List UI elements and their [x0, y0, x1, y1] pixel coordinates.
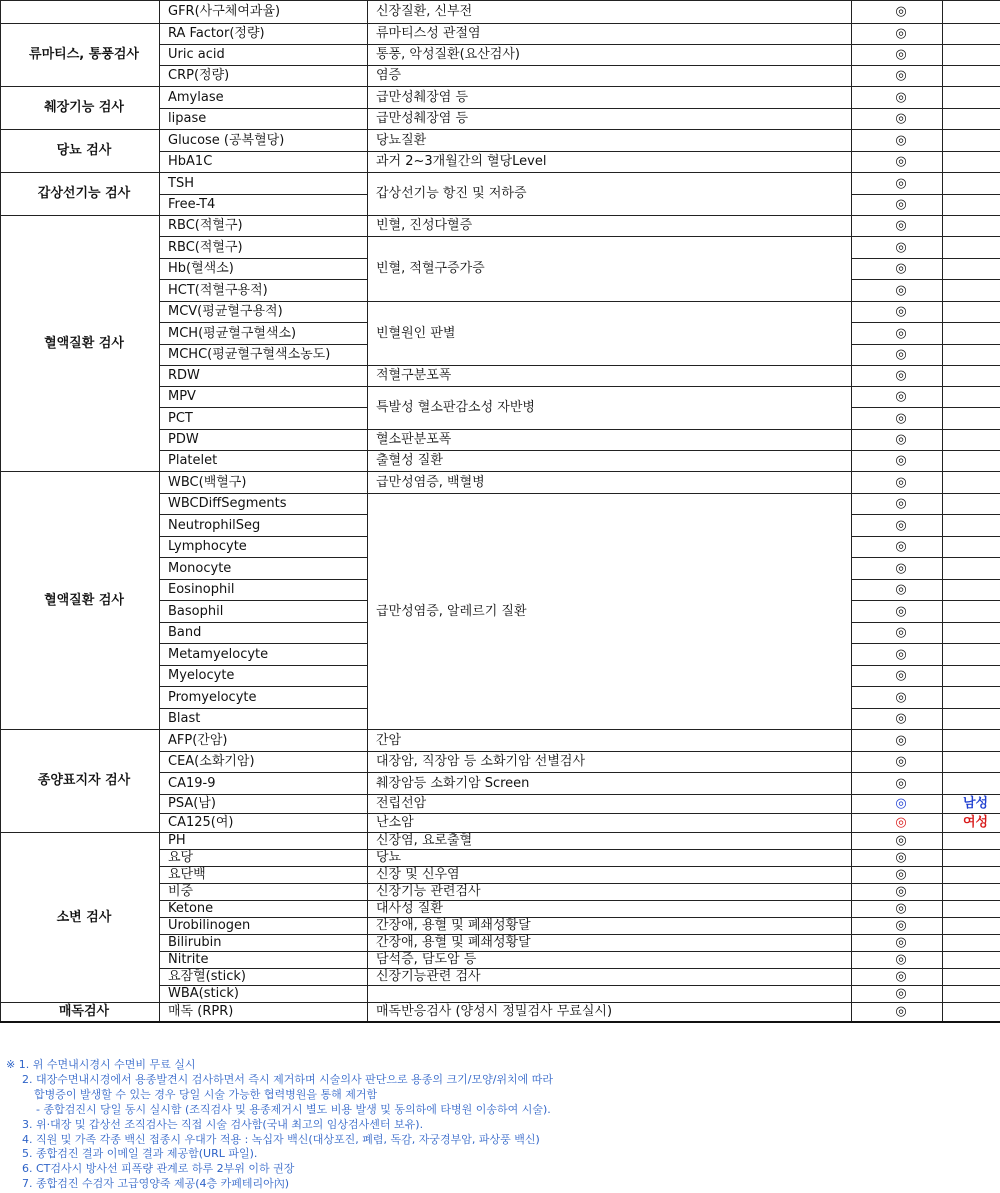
- gender-note-cell: [943, 752, 1000, 773]
- double-circle-icon: ◎: [895, 347, 907, 362]
- gender-note-cell: [943, 323, 1000, 345]
- description-cell: 과거 2~3개월간의 혈당Level: [368, 152, 852, 173]
- test-item-cell: 매독 (RPR): [160, 1003, 368, 1022]
- double-circle-icon: ◎: [895, 325, 907, 341]
- included-mark-cell: [852, 45, 943, 66]
- double-circle-icon: ◎: [895, 304, 907, 319]
- description-cell: 특발성 혈소판감소성 자반병: [368, 387, 852, 430]
- included-mark-cell: [852, 867, 943, 884]
- double-circle-icon: ◎: [895, 833, 907, 848]
- included-mark-cell: [852, 901, 943, 918]
- double-circle-icon: ◎: [895, 935, 907, 950]
- included-mark-cell: [852, 580, 943, 601]
- description-cell: 빈혈원인 판별: [368, 302, 852, 366]
- test-item-cell: CRP(정량): [160, 66, 368, 87]
- category-cell: 혈액질환 검사: [1, 216, 160, 472]
- description-cell: 류마티스성 관절염: [368, 24, 852, 45]
- test-item-cell: WBCDiffSegments: [160, 494, 368, 515]
- included-mark-cell: [852, 1, 943, 24]
- description-cell: 담석증, 담도암 등: [368, 952, 852, 969]
- description-cell: 신장염, 요로출혈: [368, 833, 852, 850]
- included-mark-cell: [852, 494, 943, 515]
- included-mark-cell: [852, 345, 943, 366]
- included-mark-cell: [852, 601, 943, 623]
- test-item-cell: PSA(남): [160, 795, 368, 814]
- included-mark-cell: [852, 850, 943, 867]
- included-mark-cell: [852, 130, 943, 152]
- included-mark-cell: [852, 623, 943, 644]
- category-cell: 소변 검사: [1, 833, 160, 1003]
- double-circle-icon: ◎: [895, 132, 907, 148]
- description-cell: 출혈성 질환: [368, 451, 852, 472]
- note-line-8: 6. CT검사시 방사선 피폭량 관계로 하루 2부위 이하 권장: [22, 1162, 295, 1176]
- double-circle-icon: ◎: [895, 282, 907, 298]
- table-row: [1, 1, 1000, 24]
- description-cell: 매독반응검사 (양성시 정밀검사 무료실시): [368, 1003, 852, 1022]
- included-mark-cell: [852, 323, 943, 345]
- included-mark-cell: [852, 969, 943, 986]
- included-mark-cell: [852, 451, 943, 472]
- gender-note-cell: [943, 687, 1000, 709]
- gender-note-cell: [943, 580, 1000, 601]
- description-cell: 난소암: [368, 814, 852, 833]
- double-circle-icon: ◎: [895, 582, 907, 597]
- table-row: [1, 1003, 1000, 1022]
- description-cell: 갑상선기능 항진 및 저하증: [368, 173, 852, 216]
- double-circle-icon: ◎: [895, 775, 907, 791]
- gender-note-cell: [943, 24, 1000, 45]
- included-mark-cell: [852, 537, 943, 558]
- test-item-cell: NeutrophilSeg: [160, 515, 368, 537]
- double-circle-icon: ◎: [895, 89, 907, 105]
- test-item-cell: Amylase: [160, 87, 368, 109]
- gender-note-cell: [943, 986, 1000, 1003]
- description-cell: 간장애, 용혈 및 폐쇄성황달: [368, 935, 852, 952]
- gender-note-cell: [943, 302, 1000, 323]
- gender-note-cell: [943, 537, 1000, 558]
- included-mark-cell: [852, 1003, 943, 1022]
- included-mark-cell: [852, 216, 943, 237]
- test-item-cell: lipase: [160, 109, 368, 130]
- double-circle-icon: ◎: [895, 26, 907, 41]
- description-cell: 간장애, 용혈 및 폐쇄성황달: [368, 918, 852, 935]
- test-item-cell: Metamyelocyte: [160, 644, 368, 666]
- test-item-cell: Band: [160, 623, 368, 644]
- gender-note-cell: [943, 709, 1000, 730]
- gender-note-cell: [943, 644, 1000, 666]
- gender-note-cell: [943, 109, 1000, 130]
- double-circle-icon: ◎: [895, 261, 907, 276]
- included-mark-cell: [852, 472, 943, 494]
- double-circle-icon: ◎: [895, 68, 907, 83]
- included-mark-cell: [852, 515, 943, 537]
- gender-note-cell: [943, 152, 1000, 173]
- double-circle-icon: ◎: [895, 389, 907, 404]
- double-circle-icon: ◎: [895, 111, 907, 126]
- test-item-cell: Nitrite: [160, 952, 368, 969]
- description-cell: 췌장암등 소화기암 Screen: [368, 773, 852, 795]
- description-cell: 통풍, 악성질환(요산검사): [368, 45, 852, 66]
- gender-note-cell: [943, 666, 1000, 687]
- included-mark-cell: [852, 884, 943, 901]
- included-mark-cell: [852, 935, 943, 952]
- gender-note-cell: [943, 515, 1000, 537]
- gender-note-cell: [943, 918, 1000, 935]
- gender-note-cell: [943, 494, 1000, 515]
- test-item-cell: PH: [160, 833, 368, 850]
- double-circle-icon: ◎: [895, 474, 907, 490]
- gender-note-cell: [943, 216, 1000, 237]
- gender-note-cell: [943, 45, 1000, 66]
- included-mark-cell: [852, 259, 943, 280]
- double-circle-icon: ◎: [895, 47, 907, 62]
- gender-note-cell: [943, 345, 1000, 366]
- test-item-cell: Monocyte: [160, 558, 368, 580]
- test-item-cell: Blast: [160, 709, 368, 730]
- gender-note-cell: [943, 558, 1000, 580]
- gender-note-cell: [943, 867, 1000, 884]
- included-mark-cell: [852, 918, 943, 935]
- table-row: [1, 472, 1000, 494]
- category-cell: 당뇨 검사: [1, 130, 160, 173]
- test-item-cell: 요잠혈(stick): [160, 969, 368, 986]
- test-item-cell: Platelet: [160, 451, 368, 472]
- table-row: [1, 130, 1000, 152]
- included-mark-cell: [852, 666, 943, 687]
- test-item-cell: 요당: [160, 850, 368, 867]
- gender-note-cell: [943, 195, 1000, 216]
- test-item-cell: Lymphocyte: [160, 537, 368, 558]
- test-item-cell: WBA(stick): [160, 986, 368, 1003]
- double-circle-icon: ◎: [895, 517, 907, 533]
- description-cell: 혈소판분포폭: [368, 430, 852, 451]
- table-row: [1, 24, 1000, 45]
- gender-note-cell: [943, 130, 1000, 152]
- included-mark-cell: [852, 687, 943, 709]
- gender-note-cell: [943, 952, 1000, 969]
- test-item-cell: Eosinophil: [160, 580, 368, 601]
- gender-note-cell: [943, 472, 1000, 494]
- gender-note-cell: [943, 601, 1000, 623]
- gender-note-cell: [943, 833, 1000, 850]
- included-mark-cell: [852, 952, 943, 969]
- description-cell: 급만성염증, 알레르기 질환: [368, 494, 852, 730]
- double-circle-icon: ◎: [895, 154, 907, 169]
- included-mark-cell: [852, 173, 943, 195]
- double-circle-icon: ◎: [895, 711, 907, 726]
- test-item-cell: AFP(간암): [160, 730, 368, 752]
- category-cell: 매독검사: [1, 1003, 160, 1022]
- double-circle-icon: ◎: [895, 815, 907, 830]
- double-circle-icon: ◎: [895, 986, 907, 1001]
- gender-note-cell: [943, 387, 1000, 408]
- included-mark-cell: [852, 366, 943, 387]
- gender-note-cell: [943, 366, 1000, 387]
- description-cell: 빈혈, 진성다혈증: [368, 216, 852, 237]
- double-circle-icon: ◎: [895, 239, 907, 255]
- gender-note-cell: [943, 66, 1000, 87]
- note-line-3: 합병증이 발생할 수 있는 경우 당일 시술 가능한 협력병원을 통해 제거함: [34, 1087, 378, 1101]
- description-cell: 적혈구분포폭: [368, 366, 852, 387]
- included-mark-cell: [852, 709, 943, 730]
- double-circle-icon: ◎: [895, 668, 907, 683]
- included-mark-cell: [852, 24, 943, 45]
- included-mark-cell: [852, 986, 943, 1003]
- description-cell: 신장기능관련 검사: [368, 969, 852, 986]
- included-mark-cell: [852, 152, 943, 173]
- description-cell: [368, 986, 852, 1003]
- double-circle-icon: ◎: [895, 901, 907, 916]
- test-item-cell: Urobilinogen: [160, 918, 368, 935]
- double-circle-icon: ◎: [895, 850, 907, 865]
- test-item-cell: Free-T4: [160, 195, 368, 216]
- gender-note-cell: [943, 430, 1000, 451]
- double-circle-icon: ◎: [895, 368, 907, 383]
- double-circle-icon: ◎: [895, 625, 907, 640]
- test-item-cell: MCV(평균혈구용적): [160, 302, 368, 323]
- included-mark-cell: [852, 752, 943, 773]
- double-circle-icon: ◎: [895, 175, 907, 191]
- note-line-1: ※ 1. 위 수면내시경시 수면비 무료 실시: [6, 1058, 196, 1071]
- included-mark-cell: [852, 730, 943, 752]
- double-circle-icon: ◎: [895, 4, 907, 19]
- gender-note-cell: [943, 730, 1000, 752]
- double-circle-icon: ◎: [895, 732, 907, 748]
- category-cell: 류마티스, 통풍검사: [1, 24, 160, 87]
- gender-note-cell: [943, 408, 1000, 430]
- category-cell: 종양표지자 검사: [1, 730, 160, 833]
- description-cell: 빈혈, 적혈구증가증: [368, 237, 852, 302]
- category-cell: 혈액질환 검사: [1, 472, 160, 730]
- included-mark-cell: [852, 302, 943, 323]
- test-item-cell: 요단백: [160, 867, 368, 884]
- gender-note-cell: [943, 1, 1000, 24]
- included-mark-cell: [852, 814, 943, 833]
- gender-note-cell: [943, 850, 1000, 867]
- test-item-cell: RA Factor(정량): [160, 24, 368, 45]
- note-line-9: 7. 종합검진 수검자 고급영양죽 제공(4층 카페테리아內): [22, 1177, 290, 1191]
- included-mark-cell: [852, 430, 943, 451]
- test-item-cell: RDW: [160, 366, 368, 387]
- test-item-cell: TSH: [160, 173, 368, 195]
- table-row: [1, 216, 1000, 237]
- note-line-2: 2. 대장수면내시경에서 용종발견시 검사하면서 즉시 제거하며 시술의사 판단으로 용종의 크기/모양/위치에 따라: [22, 1072, 554, 1086]
- notes-section: [6, 1058, 996, 1192]
- description-cell: 대사성 질환: [368, 901, 852, 918]
- note-line-4: - 종합검진시 당일 동시 실시함 (조직검사 및 용종제거시 별도 비용 발생 및 동의하에 타병원 이송하여 시술).: [36, 1102, 551, 1116]
- description-cell: 전립선암: [368, 795, 852, 814]
- test-item-cell: Glucose (공복혈당): [160, 130, 368, 152]
- included-mark-cell: [852, 558, 943, 580]
- test-item-cell: CA125(여): [160, 814, 368, 833]
- double-circle-icon: ◎: [895, 560, 907, 576]
- test-item-cell: Myelocyte: [160, 666, 368, 687]
- test-item-cell: HbA1C: [160, 152, 368, 173]
- double-circle-icon: ◎: [895, 952, 907, 967]
- gender-note-cell: 여성: [943, 814, 1000, 833]
- description-cell: 급만성췌장염 등: [368, 109, 852, 130]
- included-mark-cell: [852, 387, 943, 408]
- double-circle-icon: ◎: [895, 796, 907, 811]
- gender-note-cell: [943, 1003, 1000, 1022]
- category-cell: 췌장기능 검사: [1, 87, 160, 130]
- gender-note-cell: [943, 451, 1000, 472]
- gender-note-cell: 남성: [943, 795, 1000, 814]
- test-item-cell: RBC(적혈구): [160, 237, 368, 259]
- double-circle-icon: ◎: [895, 918, 907, 933]
- description-cell: 급만성췌장염 등: [368, 87, 852, 109]
- category-cell: 갑상선기능 검사: [1, 173, 160, 216]
- included-mark-cell: [852, 195, 943, 216]
- included-mark-cell: [852, 66, 943, 87]
- included-mark-cell: [852, 833, 943, 850]
- included-mark-cell: [852, 795, 943, 814]
- included-mark-cell: [852, 237, 943, 259]
- double-circle-icon: ◎: [895, 646, 907, 662]
- test-item-cell: CA19-9: [160, 773, 368, 795]
- double-circle-icon: ◎: [895, 884, 907, 899]
- test-item-cell: Uric acid: [160, 45, 368, 66]
- test-item-cell: GFR(사구체여과율): [160, 1, 368, 24]
- test-item-cell: CEA(소화기암): [160, 752, 368, 773]
- double-circle-icon: ◎: [895, 969, 907, 984]
- double-circle-icon: ◎: [895, 539, 907, 554]
- test-item-cell: RBC(적혈구): [160, 216, 368, 237]
- test-item-cell: Basophil: [160, 601, 368, 623]
- gender-note-cell: [943, 259, 1000, 280]
- included-mark-cell: [852, 644, 943, 666]
- table-row: [1, 87, 1000, 109]
- double-circle-icon: ◎: [895, 603, 907, 619]
- gender-note-cell: [943, 237, 1000, 259]
- double-circle-icon: ◎: [895, 453, 907, 468]
- note-line-5: 3. 위·대장 및 갑상선 조직검사는 직접 시술 검사함(국내 최고의 임상검사센터 보유).: [22, 1117, 424, 1131]
- double-circle-icon: ◎: [895, 867, 907, 882]
- gender-note-cell: [943, 280, 1000, 302]
- description-cell: 신장기능 관련검사: [368, 884, 852, 901]
- test-item-cell: MCHC(평균혈구혈색소농도): [160, 345, 368, 366]
- test-item-cell: MPV: [160, 387, 368, 408]
- gender-note-cell: [943, 901, 1000, 918]
- double-circle-icon: ◎: [895, 754, 907, 769]
- included-mark-cell: [852, 87, 943, 109]
- gender-note-cell: [943, 935, 1000, 952]
- test-item-cell: Bilirubin: [160, 935, 368, 952]
- gender-note-cell: [943, 623, 1000, 644]
- description-cell: 간암: [368, 730, 852, 752]
- test-item-cell: PDW: [160, 430, 368, 451]
- double-circle-icon: ◎: [895, 197, 907, 212]
- note-line-7: 5. 종합검진 결과 이메일 결과 제공함(URL 파일).: [22, 1147, 258, 1161]
- description-cell: 당뇨: [368, 850, 852, 867]
- double-circle-icon: ◎: [895, 689, 907, 705]
- gender-note-cell: [943, 87, 1000, 109]
- double-circle-icon: ◎: [895, 496, 907, 511]
- description-cell: 대장암, 직장암 등 소화기암 선별검사: [368, 752, 852, 773]
- gender-note-cell: [943, 773, 1000, 795]
- included-mark-cell: [852, 408, 943, 430]
- description-cell: 신장질환, 신부전: [368, 1, 852, 24]
- test-item-cell: Ketone: [160, 901, 368, 918]
- included-mark-cell: [852, 773, 943, 795]
- test-item-cell: PCT: [160, 408, 368, 430]
- gender-note-cell: [943, 884, 1000, 901]
- included-mark-cell: [852, 109, 943, 130]
- gender-note-cell: [943, 173, 1000, 195]
- table-row: [1, 833, 1000, 850]
- test-item-cell: HCT(적혈구용적): [160, 280, 368, 302]
- description-cell: 급만성염증, 백혈병: [368, 472, 852, 494]
- table-row: [1, 173, 1000, 195]
- description-cell: 당뇨질환: [368, 130, 852, 152]
- table-row: [1, 730, 1000, 752]
- test-item-cell: MCH(평균혈구혈색소): [160, 323, 368, 345]
- category-cell: [1, 1, 160, 24]
- test-item-cell: WBC(백혈구): [160, 472, 368, 494]
- double-circle-icon: ◎: [895, 1003, 907, 1019]
- description-cell: 신장 및 신우염: [368, 867, 852, 884]
- note-line-6: 4. 직원 및 가족 각종 백신 접종시 우대가 적용 : 녹십자 백신(대상포진, 폐렴, 독감, 자궁경부암, 파상풍 백신): [22, 1132, 540, 1146]
- double-circle-icon: ◎: [895, 410, 907, 426]
- double-circle-icon: ◎: [895, 432, 907, 447]
- test-item-cell: Hb(혈색소): [160, 259, 368, 280]
- double-circle-icon: ◎: [895, 218, 907, 233]
- test-item-cell: Promyelocyte: [160, 687, 368, 709]
- test-item-cell: 비중: [160, 884, 368, 901]
- description-cell: 염증: [368, 66, 852, 87]
- included-mark-cell: [852, 280, 943, 302]
- gender-note-cell: [943, 969, 1000, 986]
